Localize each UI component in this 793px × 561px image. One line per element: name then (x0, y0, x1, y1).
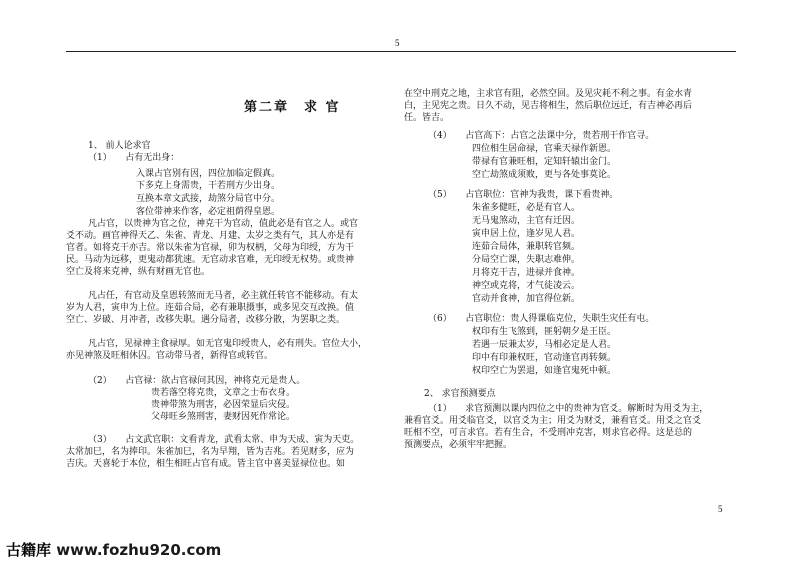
left-line: 下多克上身需贵，干若刑方少出身。 (136, 181, 281, 191)
left-line: 凡占官，以贵神为官之位，神克干为官动，值此必是有官之人。或官 (88, 219, 359, 229)
right-line: 官动并食神，加官得位新。 (472, 294, 581, 304)
right-line: 无马鬼煞动，主官有迁因。 (472, 216, 581, 226)
left-line: 贵若落空将克贵，文章之士布衣身。 (151, 388, 296, 398)
right-line: 在空中刑克之地，主求官有阻，必然空回。及见灾耗不利之事。有金水青 (404, 89, 693, 99)
header-page-number: 5 (395, 38, 400, 48)
left-line: 凡占任，有官动及皇恩转煞而无马者，必主就任转官不能移动。有太 (88, 291, 359, 301)
left-line: 亦见神煞及旺相休囚。官动带马者，新得官或转官。 (66, 351, 274, 361)
left-line: 互换本章文武接，劫煞分局官中分。 (136, 194, 281, 204)
right-line: 神空或克将，才气徒凌云。 (472, 281, 581, 291)
right-line: 白，主见宪之贵。日久不动，见吉将相生，然后职位远迁，有吉神必再后 (404, 101, 693, 111)
left-line: 太常加巳，名为捧印。朱雀加巳，名为早翔，皆为吉兆。若见财多，应为 (66, 447, 355, 457)
left-line: 空亡及将来克神，纵有财画无官也。 (66, 267, 211, 277)
right-line: 连茹合局体，兼职转官频。 (472, 242, 581, 252)
right-line: 寅申居上位，逢岁见人君。 (472, 229, 581, 239)
right-line: 权印空亡为罢退，如逢官鬼死中顿。 (472, 366, 617, 376)
left-line: （3） 占文武官职：文看青龙，武看太常、申为天成、寅为天吏。 (88, 435, 360, 445)
right-line: 朱雀多健旺，必是有官人。 (472, 203, 581, 213)
left-line: 官者。如将克干亦吉。常以朱雀为官禄，卯为权柄，父母为印绶，方为干 (66, 243, 355, 253)
right-line: 四位相生居命禄，官乘天禄作新恩。 (472, 144, 617, 154)
left-line: （2） 占官禄：欲占官禄问其因，神将克元是贵人。 (88, 376, 306, 386)
left-line: 空亡、岁破、月冲者，改移失职。遇分局者，改移分散，为罢职之类。 (66, 315, 346, 325)
watermark-text: 古籍库 (6, 541, 52, 559)
left-line: 父母旺乡煞刑害，妻财因死作常论。 (151, 412, 296, 422)
right-line: （1） 求官预测以课内四位之中的贵神为官爻。解断时为用爻为主， (428, 404, 709, 414)
header-rule (66, 51, 736, 52)
right-line: 权印有生飞煞到，匪躬朝夕是王臣。 (472, 327, 617, 337)
left-line: 爻不动。画官神得天乙、朱雀、青龙、月建、太岁之类有气，其人亦是有 (66, 231, 355, 241)
left-line: 1、 前人论求官 (88, 141, 151, 151)
right-line: 2、 求官预测要点 (424, 389, 496, 399)
left-line: 客位带神来作客，必定祖荫得皇恩。 (136, 207, 281, 217)
footer-page-number: 5 (718, 504, 723, 514)
right-line: 旺相不空，可言求官。若有生合，不受刑冲克害，则求官必得。这是总的 (404, 428, 693, 438)
right-line: 空亡劫煞成须败，更与各处事莫论。 (472, 170, 617, 180)
right-line: 任。皆吉。 (404, 113, 450, 123)
right-line: （4） 占官高下：占官之法课中分，贵若刑干作官寻。 (428, 131, 655, 141)
left-line: 岁为人君，寅申为上位。连茹合局，必有兼职摄事，或多见交互改换。值 (66, 303, 355, 313)
watermark (6, 539, 221, 560)
right-line: （6） 占官职位：贵人得课临克位，失职生灾任有屯。 (428, 314, 655, 324)
right-line: （5） 占官职位：官神为我贵，课下看贵神。 (428, 190, 619, 200)
right-line: 若遇一辰兼太岁，马相必定是人君。 (472, 340, 617, 350)
watermark-url[interactable]: www.fozhu920.com (56, 541, 222, 559)
left-line: （1） 占有无出身： (88, 153, 180, 163)
left-line: 吉庆。天喜轮于本位，相生相旺占官有成。皆主官中喜美显禄位也。如 (66, 459, 346, 469)
right-line: 分局空亡课，失职志难伸。 (472, 255, 581, 265)
right-line: 预测要点，必须牢牢把握。 (404, 440, 513, 450)
left-line: 入课占官别有因，四位加临定假真。 (136, 169, 281, 179)
right-line: 带禄有官兼旺相，定知轩辕出金门。 (472, 157, 617, 167)
right-line: 兼看官爻。用爻临官爻，以官爻为主；用爻为财爻，兼看官爻。用爻之官爻 (404, 416, 702, 426)
left-line: 民。马动为远移，更鬼动都犹速。无官动求官难，无印绶无权势。或贵神 (66, 255, 355, 265)
chapter-title: 第二章 求 官 (244, 100, 341, 115)
left-line: 凡占官，见禄神主食禄厚。如无官鬼印绶贵人，必有刑失。官位大小， (88, 339, 368, 349)
left-line: 贵神带煞为刑害，必因荣显后灾侵。 (151, 400, 296, 410)
right-line: 月将克干吉，进禄并食神。 (472, 268, 581, 278)
right-line: 印中有印兼权旺，官动逢官再转频。 (472, 353, 617, 363)
